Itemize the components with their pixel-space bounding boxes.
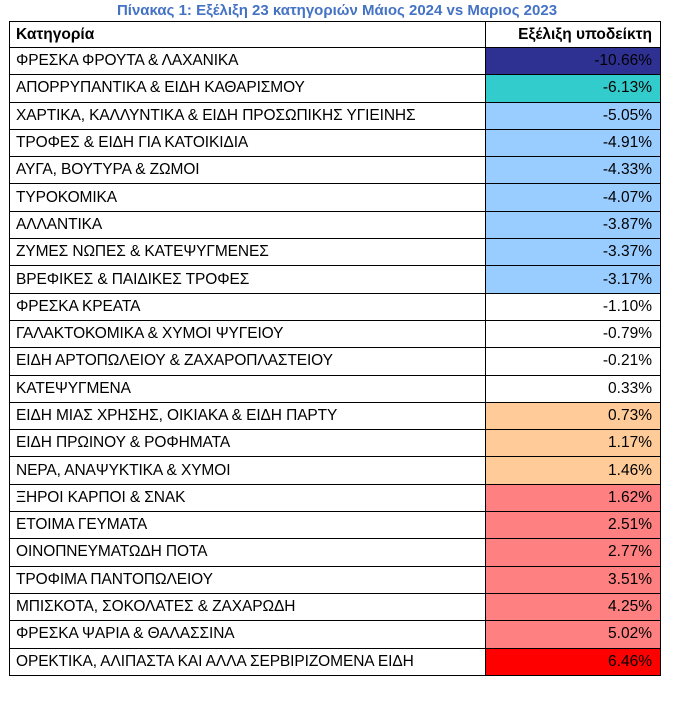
category-cell: ΚΑΤΕΨΥΓΜΕΝΑ xyxy=(10,375,486,402)
header-category: Κατηγορία xyxy=(10,22,486,48)
change-value-cell: -6.13% xyxy=(486,75,661,102)
category-cell: ΟΙΝΟΠΝΕΥΜΑΤΩΔΗ ΠΟΤΑ xyxy=(10,539,486,566)
category-cell: ΤΡΟΦΙΜΑ ΠΑΝΤΟΠΩΛΕΙΟΥ xyxy=(10,566,486,593)
change-value-cell: -5.05% xyxy=(486,102,661,129)
table-row xyxy=(10,402,661,429)
category-cell: ΕΙΔΗ ΜΙΑΣ ΧΡΗΣΗΣ, ΟΙΚΙΑΚΑ & ΕΙΔΗ ΠΑΡΤΥ xyxy=(10,402,486,429)
table-row xyxy=(10,239,661,266)
table-row xyxy=(10,430,661,457)
table-row xyxy=(10,266,661,293)
table-row xyxy=(10,539,661,566)
change-value-cell: -1.10% xyxy=(486,293,661,320)
table-row xyxy=(10,157,661,184)
table-row xyxy=(10,375,661,402)
category-cell: ΤΥΡΟΚΟΜΙΚΑ xyxy=(10,184,486,211)
table-row xyxy=(10,648,661,675)
table-row xyxy=(10,75,661,102)
table-row xyxy=(10,211,661,238)
table-row xyxy=(10,320,661,347)
change-value-cell: 6.46% xyxy=(486,648,661,675)
table-row xyxy=(10,512,661,539)
category-cell: ΤΡΟΦΕΣ & ΕΙΔΗ ΓΙΑ ΚΑΤΟΙΚΙΔΙΑ xyxy=(10,129,486,156)
table-row xyxy=(10,484,661,511)
header-change: Εξέλιξη υποδείκτη xyxy=(486,22,661,48)
table-body xyxy=(10,48,661,676)
category-cell: ΧΑΡΤΙΚΑ, ΚΑΛΛΥΝΤΙΚΑ & ΕΙΔΗ ΠΡΟΣΩΠΙΚΗΣ ΥΓΙΕΙΝΗΣ xyxy=(10,102,486,129)
category-cell: ΕΙΔΗ ΠΡΩΙΝΟΥ & ΡΟΦΗΜΑΤΑ xyxy=(10,430,486,457)
change-value-cell: 1.17% xyxy=(486,430,661,457)
table-row xyxy=(10,102,661,129)
category-cell: ΦΡΕΣΚΑ ΚΡΕΑΤΑ xyxy=(10,293,486,320)
category-cell: ΑΥΓΑ, ΒΟΥΤΥΡΑ & ΖΩΜΟΙ xyxy=(10,157,486,184)
table-row xyxy=(10,566,661,593)
category-cell: ΑΠΟΡΡΥΠΑΝΤΙΚΑ & ΕΙΔΗ ΚΑΘΑΡΙΣΜΟΥ xyxy=(10,75,486,102)
change-value-cell: 3.51% xyxy=(486,566,661,593)
table-row xyxy=(10,621,661,648)
table-row xyxy=(10,293,661,320)
category-cell: ΟΡΕΚΤΙΚΑ, ΑΛΙΠΑΣΤΑ ΚΑΙ ΑΛΛΑ ΣΕΡΒΙΡΙΖΟΜΕΝΑ ΕΙΔΗ xyxy=(10,648,486,675)
change-value-cell: 0.33% xyxy=(486,375,661,402)
change-value-cell: -4.91% xyxy=(486,129,661,156)
category-index-table xyxy=(9,21,661,676)
category-cell: ΕΤΟΙΜΑ ΓΕΥΜΑΤΑ xyxy=(10,512,486,539)
change-value-cell: -4.33% xyxy=(486,157,661,184)
change-value-cell: -4.07% xyxy=(486,184,661,211)
change-value-cell: -3.17% xyxy=(486,266,661,293)
table-title: Πίνακας 1: Εξέλιξη 23 κατηγοριών Μάιος 2024 vs Μαριος 2023 xyxy=(116,2,558,19)
change-value-cell: 4.25% xyxy=(486,593,661,620)
table-row xyxy=(10,48,661,75)
change-value-cell: 1.62% xyxy=(486,484,661,511)
category-cell: ΒΡΕΦΙΚΕΣ & ΠΑΙΔΙΚΕΣ ΤΡΟΦΕΣ xyxy=(10,266,486,293)
category-cell: ΓΑΛΑΚΤΟΚΟΜΙΚΑ & ΧΥΜΟΙ ΨΥΓΕΙΟΥ xyxy=(10,320,486,347)
change-value-cell: 1.46% xyxy=(486,457,661,484)
table-row xyxy=(10,457,661,484)
table-row xyxy=(10,184,661,211)
change-value-cell: -3.37% xyxy=(486,239,661,266)
category-cell: ΑΛΛΑΝΤΙΚΑ xyxy=(10,211,486,238)
category-cell: ΦΡΕΣΚΑ ΦΡΟΥΤΑ & ΛΑΧΑΝΙΚΑ xyxy=(10,48,486,75)
table-row xyxy=(10,129,661,156)
category-cell: ΜΠΙΣΚΟΤΑ, ΣΟΚΟΛΑΤΕΣ & ΖΑΧΑΡΩΔΗ xyxy=(10,593,486,620)
category-cell: ΖΥΜΕΣ ΝΩΠΕΣ & ΚΑΤΕΨΥΓΜΕΝΕΣ xyxy=(10,239,486,266)
category-cell: ΕΙΔΗ ΑΡΤΟΠΩΛΕΙΟΥ & ΖΑΧΑΡΟΠΛΑΣΤΕΙΟΥ xyxy=(10,348,486,375)
change-value-cell: -10.66% xyxy=(486,48,661,75)
change-value-cell: 2.51% xyxy=(486,512,661,539)
category-cell: ΦΡΕΣΚΑ ΨΑΡΙΑ & ΘΑΛΑΣΣΙΝΑ xyxy=(10,621,486,648)
change-value-cell: -3.87% xyxy=(486,211,661,238)
change-value-cell: 5.02% xyxy=(486,621,661,648)
header-row xyxy=(10,22,661,48)
table-row xyxy=(10,593,661,620)
change-value-cell: -0.79% xyxy=(486,320,661,347)
change-value-cell: 2.77% xyxy=(486,539,661,566)
category-cell: ΞΗΡΟΙ ΚΑΡΠΟΙ & ΣΝΑΚ xyxy=(10,484,486,511)
change-value-cell: -0.21% xyxy=(486,348,661,375)
category-cell: ΝΕΡΑ, ΑΝΑΨΥΚΤΙΚΑ & ΧΥΜΟΙ xyxy=(10,457,486,484)
table-row xyxy=(10,348,661,375)
change-value-cell: 0.73% xyxy=(486,402,661,429)
